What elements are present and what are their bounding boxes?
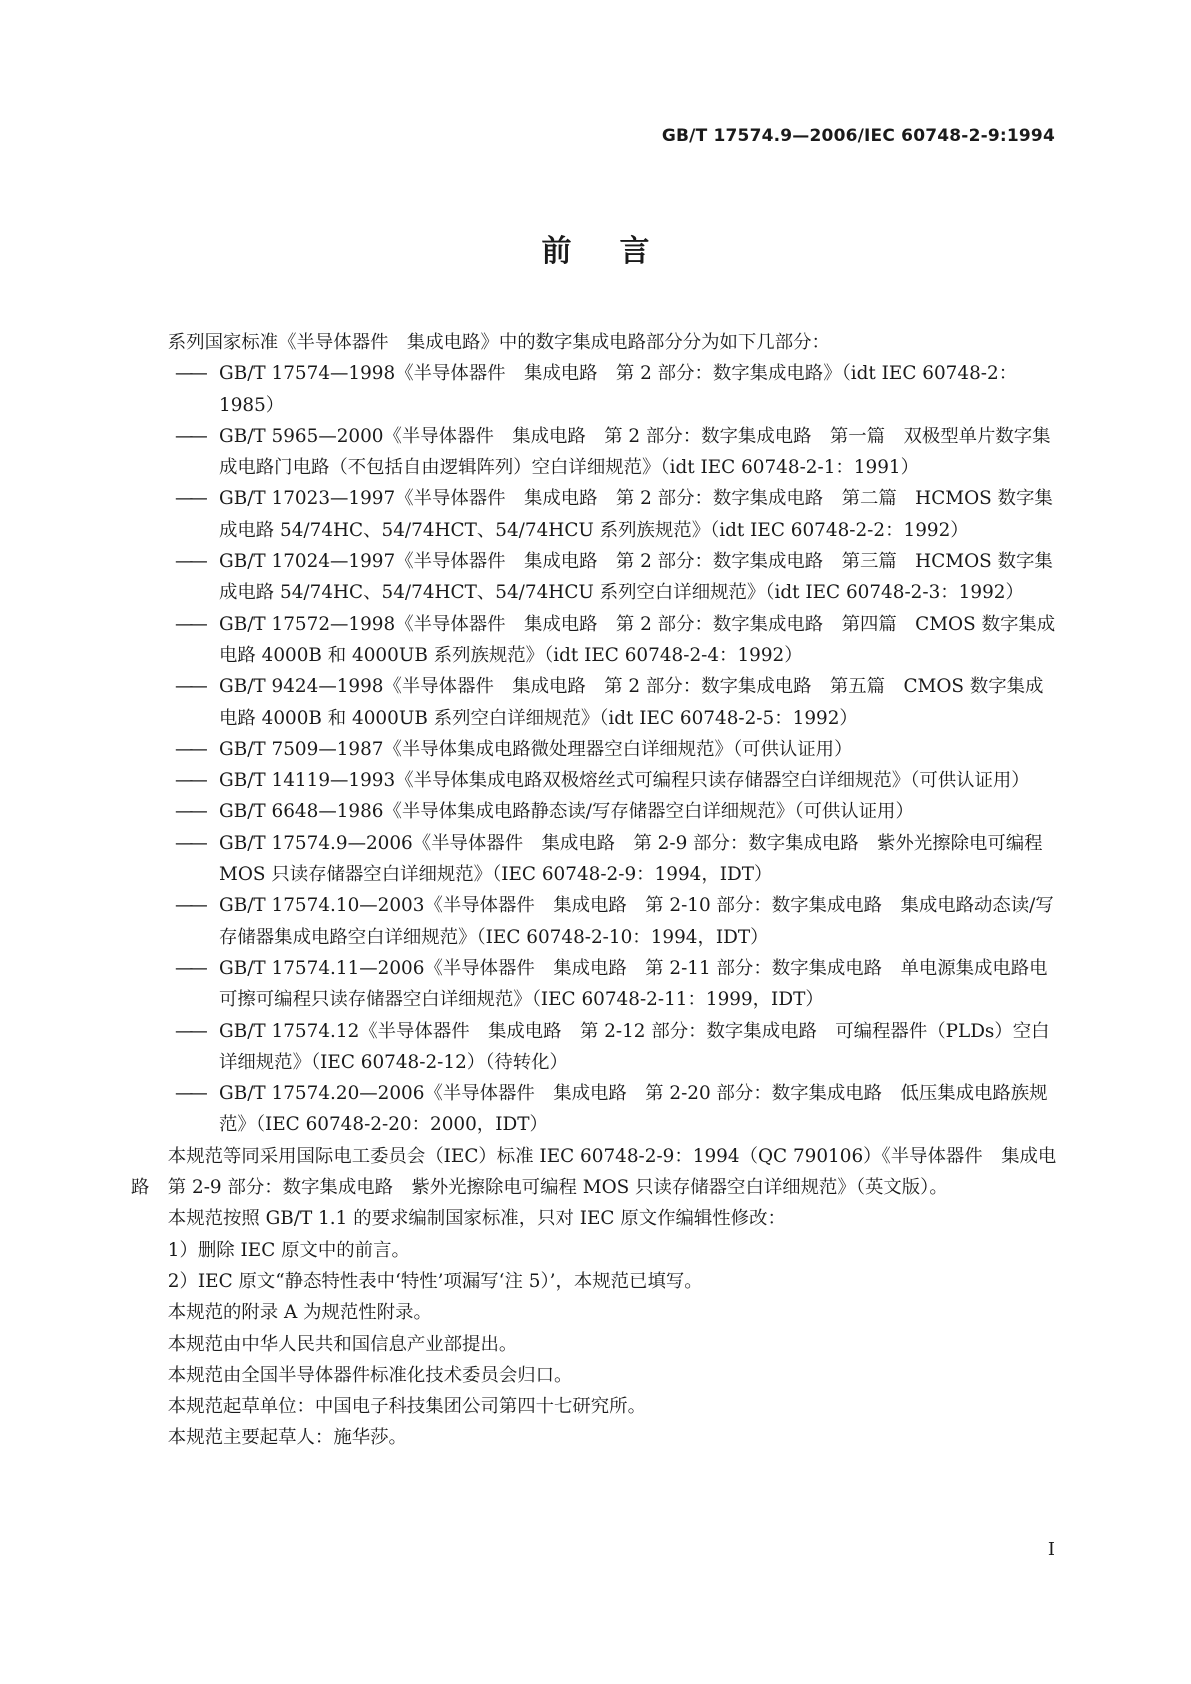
- list-item-text: GB/T 17574.9—2006《半导体器件 集成电路 第 2-9 部分：数字集成电路 紫外光擦除电可编程 MOS 只读存储器空白详细规范》（IEC 60748-2-9：1994，IDT）: [219, 832, 1043, 886]
- list-item-text: GB/T 17574.20—2006《半导体器件 集成电路 第 2-20 部分：数字集成电路 低压集成电路族规范》（IEC 60748-2-20：2000，IDT）: [219, 1083, 1048, 1136]
- dash-marker: ——: [175, 770, 204, 792]
- list-item: [131, 483, 1060, 546]
- dash-marker: ——: [175, 1020, 204, 1042]
- list-item: [131, 890, 1060, 953]
- dash-marker: ——: [175, 613, 204, 635]
- dash-marker: ——: [175, 425, 204, 447]
- list-item-text: GB/T 17023—1997《半导体器件 集成电路 第 2 部分：数字集成电路 第二篇 HCMOS 数字集成电路 54/74HC、54/74HCT、54/74HCU 系列族规范》（idt IEC 60748-2-2：1992）: [219, 488, 1053, 541]
- list-item-text: GB/T 17574.11—2006《半导体器件 集成电路 第 2-11 部分：数字集成电路 单电源集成电路电可擦可编程只读存储器空白详细规范》（IEC 60748-2-11：1999，IDT）: [219, 957, 1048, 1011]
- list-item: [131, 609, 1060, 672]
- list-item-text: GB/T 7509—1987《半导体集成电路微处理器空白详细规范》（可供认证用）: [219, 738, 853, 760]
- list-item-text: GB/T 17574.12《半导体器件 集成电路 第 2-12 部分：数字集成电路 可编程器件（PLDs）空白详细规范》（IEC 60748-2-12）（待转化）: [219, 1020, 1050, 1073]
- list-item: [131, 796, 1060, 827]
- list-item-text: GB/T 17574.10—2003《半导体器件 集成电路 第 2-10 部分：数字集成电路 集成电路动态读/写存储器集成电路空白详细规范》（IEC 60748-2-10：1994，IDT）: [219, 895, 1054, 948]
- list-item-text: GB/T 5965—2000《半导体器件 集成电路 第 2 部分：数字集成电路 第一篇 双极型单片数字集成电路门电路（不包括自由逻辑阵列）空白详细规范》（idt IEC 60748-2-1：1991）: [219, 425, 1051, 479]
- drafting-unit-paragraph: 本规范起草单位：中国电子科技集团公司第四十七研究所。: [167, 1396, 646, 1418]
- drafting-paragraph: 本规范按照 GB/T 1.1 的要求编制国家标准，只对 IEC 原文作编辑性修改：: [167, 1208, 786, 1230]
- dash-marker: ——: [175, 957, 204, 979]
- proposer-paragraph: 本规范由中华人民共和国信息产业部提出。: [167, 1333, 518, 1355]
- dash-marker: ——: [175, 551, 204, 573]
- dash-marker: ——: [175, 363, 204, 385]
- page-title: 前言: [541, 234, 698, 269]
- dash-marker: ——: [175, 832, 204, 854]
- annex-paragraph: 本规范的附录 A 为规范性附录。: [167, 1302, 432, 1324]
- list-item: [131, 671, 1060, 734]
- list-item: [131, 546, 1060, 609]
- list-item-text: GB/T 6648—1986《半导体集成电路静态读/写存储器空白详细规范》（可供认证用）: [219, 801, 914, 823]
- list-item: [131, 1078, 1060, 1141]
- dash-marker: ——: [175, 676, 204, 698]
- intro-paragraph: 系列国家标准《半导体器件 集成电路》中的数字集成电路部分分为如下几部分：: [167, 332, 830, 353]
- drafters-paragraph: 本规范主要起草人：施华莎。: [167, 1427, 407, 1449]
- list-item-text: GB/T 9424—1998《半导体器件 集成电路 第 2 部分：数字集成电路 第五篇 CMOS 数字集成电路 4000B 和 4000UB 系列空白详细规范》（idt IEC 60748-2-5：1992）: [219, 676, 1044, 729]
- modification-item-2: 2）IEC 原文“静态特性表中‘特性’项漏写‘注 5）’，本规范已填写。: [167, 1270, 703, 1292]
- list-item: [131, 828, 1060, 891]
- dash-marker: ——: [175, 895, 204, 917]
- list-item-text: GB/T 17574—1998《半导体器件 集成电路 第 2 部分：数字集成电路》（idt IEC 60748-2：1985）: [219, 363, 1018, 416]
- committee-paragraph: 本规范由全国半导体器件标准化技术委员会归口。: [167, 1364, 573, 1386]
- list-item: [131, 953, 1060, 1016]
- list-item-text: GB/T 14119—1993《半导体集成电路双极熔丝式可编程只读存储器空白详细规范》（可供认证用）: [219, 770, 1030, 792]
- list-item: [131, 421, 1060, 484]
- document-body: [131, 327, 1060, 1454]
- modification-item-1: 1）删除 IEC 原文中的前言。: [167, 1239, 410, 1261]
- standards-list: [131, 358, 1060, 1140]
- list-item: [131, 1016, 1060, 1079]
- page-number: I: [1047, 1539, 1055, 1560]
- list-item: [131, 765, 1060, 796]
- dash-marker: ——: [175, 738, 204, 760]
- dash-marker: ——: [175, 1083, 204, 1105]
- list-item: [131, 734, 1060, 765]
- list-item-text: GB/T 17024—1997《半导体器件 集成电路 第 2 部分：数字集成电路 第三篇 HCMOS 数字集成电路 54/74HC、54/74HCT、54/74HCU 系列空白详细规范》（idt IEC 60748-2-3：1992）: [219, 551, 1053, 604]
- dash-marker: ——: [175, 801, 204, 823]
- dash-marker: ——: [175, 488, 204, 510]
- adoption-paragraph: 本规范等同采用国际电工委员会（IEC）标准 IEC 60748-2-9：1994（QC 790106）《半导体器件 集成电路 第 2-9 部分：数字集成电路 紫外光擦除电可编程 MOS 只读存储器空白详细规范》（英文版）。: [131, 1145, 1057, 1199]
- list-item-text: GB/T 17572—1998《半导体器件 集成电路 第 2 部分：数字集成电路 第四篇 CMOS 数字集成电路 4000B 和 4000UB 系列族规范》（idt IEC 60748-2-4：1992）: [219, 613, 1056, 666]
- standard-number: GB/T 17574.9—2006/IEC 60748-2-9:1994: [661, 126, 1055, 146]
- list-item: [131, 358, 1060, 421]
